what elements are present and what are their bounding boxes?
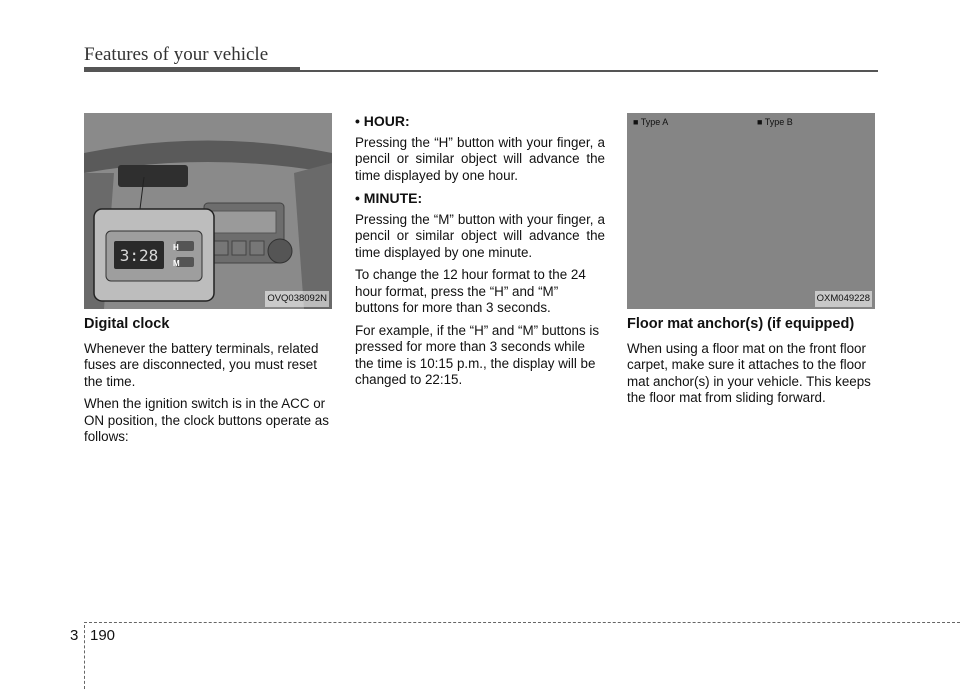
clock-button-m-label: M: [173, 259, 180, 268]
footer-divider: [84, 625, 86, 689]
clock-photo: [84, 113, 332, 309]
clock-button-h-label: H: [173, 243, 179, 252]
section-heading-digital-clock: Digital clock: [84, 316, 170, 332]
bullet-body-hour: Pressing the “H” button with your finger, a pencil or similar object will advance the time displayed by one hour.: [355, 134, 605, 183]
column-floor-mat: [627, 113, 877, 413]
bullet-title-text: HOUR:: [363, 113, 410, 129]
section-heading-floor-mat: Floor mat anchor(s) (if equipped): [627, 316, 855, 332]
paragraph: When using a floor mat on the front floor carpet, make sure it attaches to the floor mat anchor(s) in your vehicle. This keeps the floor mat from sliding forward.: [627, 340, 871, 405]
paragraph: Whenever the battery terminals, related fuses are disconnected, you must reset the time.: [84, 340, 319, 389]
type-b-label: ■ Type B: [757, 117, 793, 127]
bullet-title-minute: • MINUTE:: [355, 190, 423, 206]
column-digital-clock: [84, 113, 334, 452]
page-number: 190: [90, 627, 116, 644]
bullet-body-minute: Pressing the “M” button with your finger, a pencil or similar object will advance the time displayed by one minute.: [355, 211, 605, 260]
paragraph: For example, if the “H” and “M” buttons is pressed for more than 3 seconds while the time is 10:15 p.m., the display will be changed to 22:15.: [355, 322, 600, 387]
header-rule-thin: [300, 70, 878, 72]
chapter-number: 3: [70, 627, 79, 644]
bullet-title-hour: • HOUR:: [355, 113, 410, 129]
paragraph: To change the 12 hour format to the 24 hour format, press the “H” and “M” buttons for more than 3 seconds.: [355, 267, 586, 315]
page-header-title: Features of your vehicle: [84, 44, 269, 65]
floor-mat-anchor-illustration: [627, 113, 875, 309]
dashboard-clock-illustration: [84, 113, 332, 309]
bullet-title-text: MINUTE:: [363, 190, 423, 206]
photo-code-label: OVQ038092N: [265, 291, 329, 308]
header-rule-thick: [84, 67, 300, 72]
photo-code-label: OXM049228: [815, 291, 872, 308]
footer-rule: [84, 622, 960, 623]
type-a-label: ■ Type A: [633, 117, 669, 127]
paragraph: When the ignition switch is in the ACC or ON position, the clock buttons operate as follows:: [84, 396, 329, 444]
clock-display-digits: 3:28: [119, 246, 159, 265]
column-clock-buttons: [355, 113, 605, 395]
floor-mat-photo: [627, 113, 875, 309]
